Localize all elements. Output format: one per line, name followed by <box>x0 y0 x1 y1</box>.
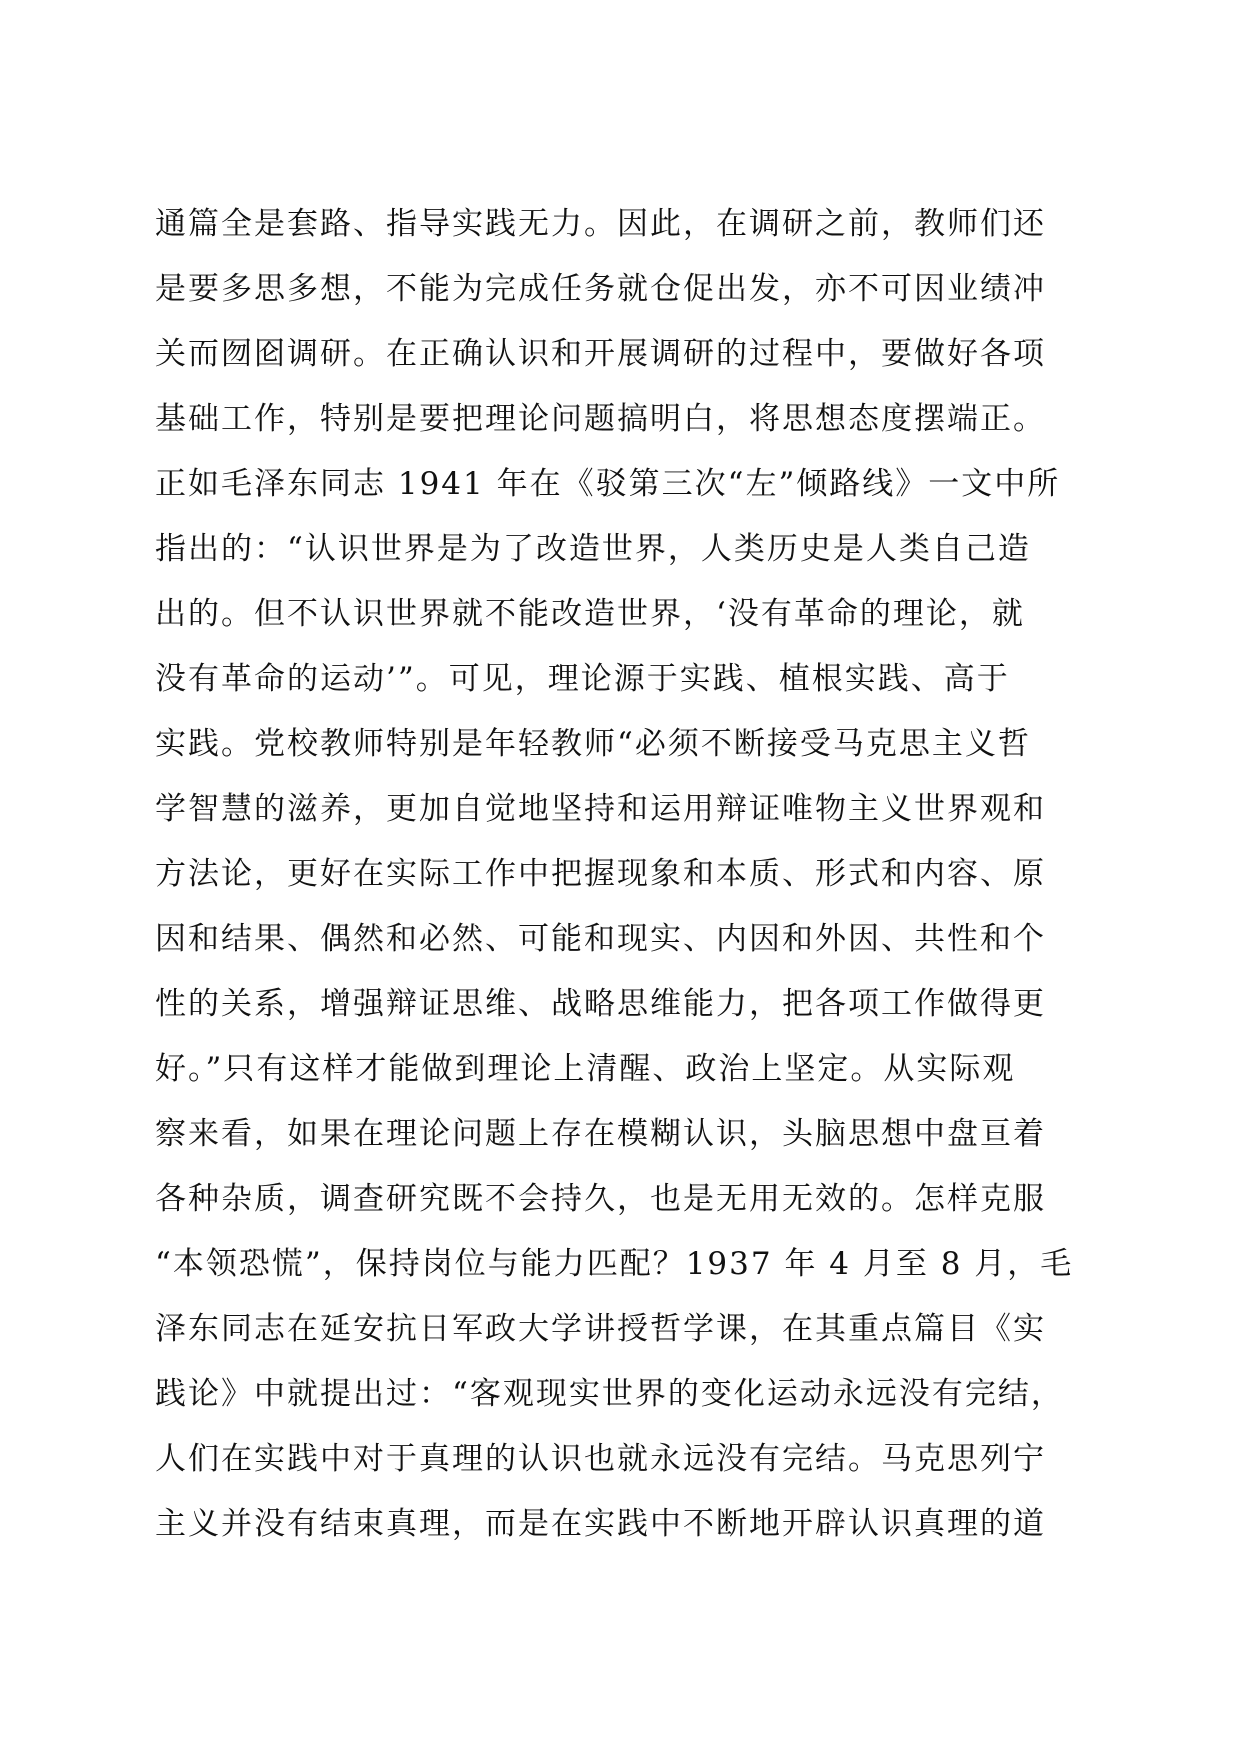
text-line: 察来看，如果在理论问题上存在模糊认识，头脑思想中盘亘着 <box>155 1116 1046 1152</box>
text-line: 因和结果、偶然和必然、可能和现实、内因和外因、共性和个 <box>155 921 1046 957</box>
text-line: 主义并没有结束真理，而是在实践中不断地开辟认识真理的道 <box>155 1506 1046 1542</box>
text-line: 方法论，更好在实际工作中把握现象和本质、形式和内容、原 <box>155 856 1046 892</box>
text-line: 人们在实践中对于真理的认识也就永远没有完结。马克思列宁 <box>155 1441 1046 1477</box>
text-line: 好。”只有这样才能做到理论上清醒、政治上坚定。从实际观 <box>155 1051 1016 1087</box>
text-line: 践论》中就提出过：“客观现实世界的变化运动永远没有完结， <box>155 1376 1064 1412</box>
text-line: 通篇全是套路、指导实践无力。因此，在调研之前，教师们还 <box>155 206 1046 242</box>
text-line: 学智慧的滋养，更加自觉地坚持和运用辩证唯物主义世界观和 <box>155 791 1046 827</box>
text-line: 指出的：“认识世界是为了改造世界，人类历史是人类自己造 <box>155 531 1031 567</box>
text-line: 正如毛泽东同志 1941 年在《驳第三次“左”倾路线》一文中所 <box>155 466 1061 502</box>
text-line: “本领恐慌”，保持岗位与能力匹配？1937 年 4 月至 8 月，毛 <box>155 1246 1074 1282</box>
text-line: 是要多思多想，不能为完成任务就仓促出发，亦不可因业绩冲 <box>155 271 1046 307</box>
text-line: 基础工作，特别是要把理论问题搞明白，将思想态度摆端正。 <box>155 401 1046 437</box>
text-line: 关而囫囵调研。在正确认识和开展调研的过程中，要做好各项 <box>155 336 1046 372</box>
text-line: 各种杂质，调查研究既不会持久，也是无用无效的。怎样克服 <box>155 1181 1046 1217</box>
text-line: 泽东同志在延安抗日军政大学讲授哲学课，在其重点篇目《实 <box>155 1311 1046 1347</box>
text-line: 实践。党校教师特别是年轻教师“必须不断接受马克思主义哲 <box>155 726 1031 762</box>
text-line: 没有革命的运动’”。可见，理论源于实践、植根实践、高于 <box>155 661 1010 697</box>
body-text <box>155 192 1085 1557</box>
text-line: 出的。但不认识世界就不能改造世界，‘没有革命的理论，就 <box>155 596 1025 632</box>
text-line: 性的关系，增强辩证思维、战略思维能力，把各项工作做得更 <box>155 986 1046 1022</box>
